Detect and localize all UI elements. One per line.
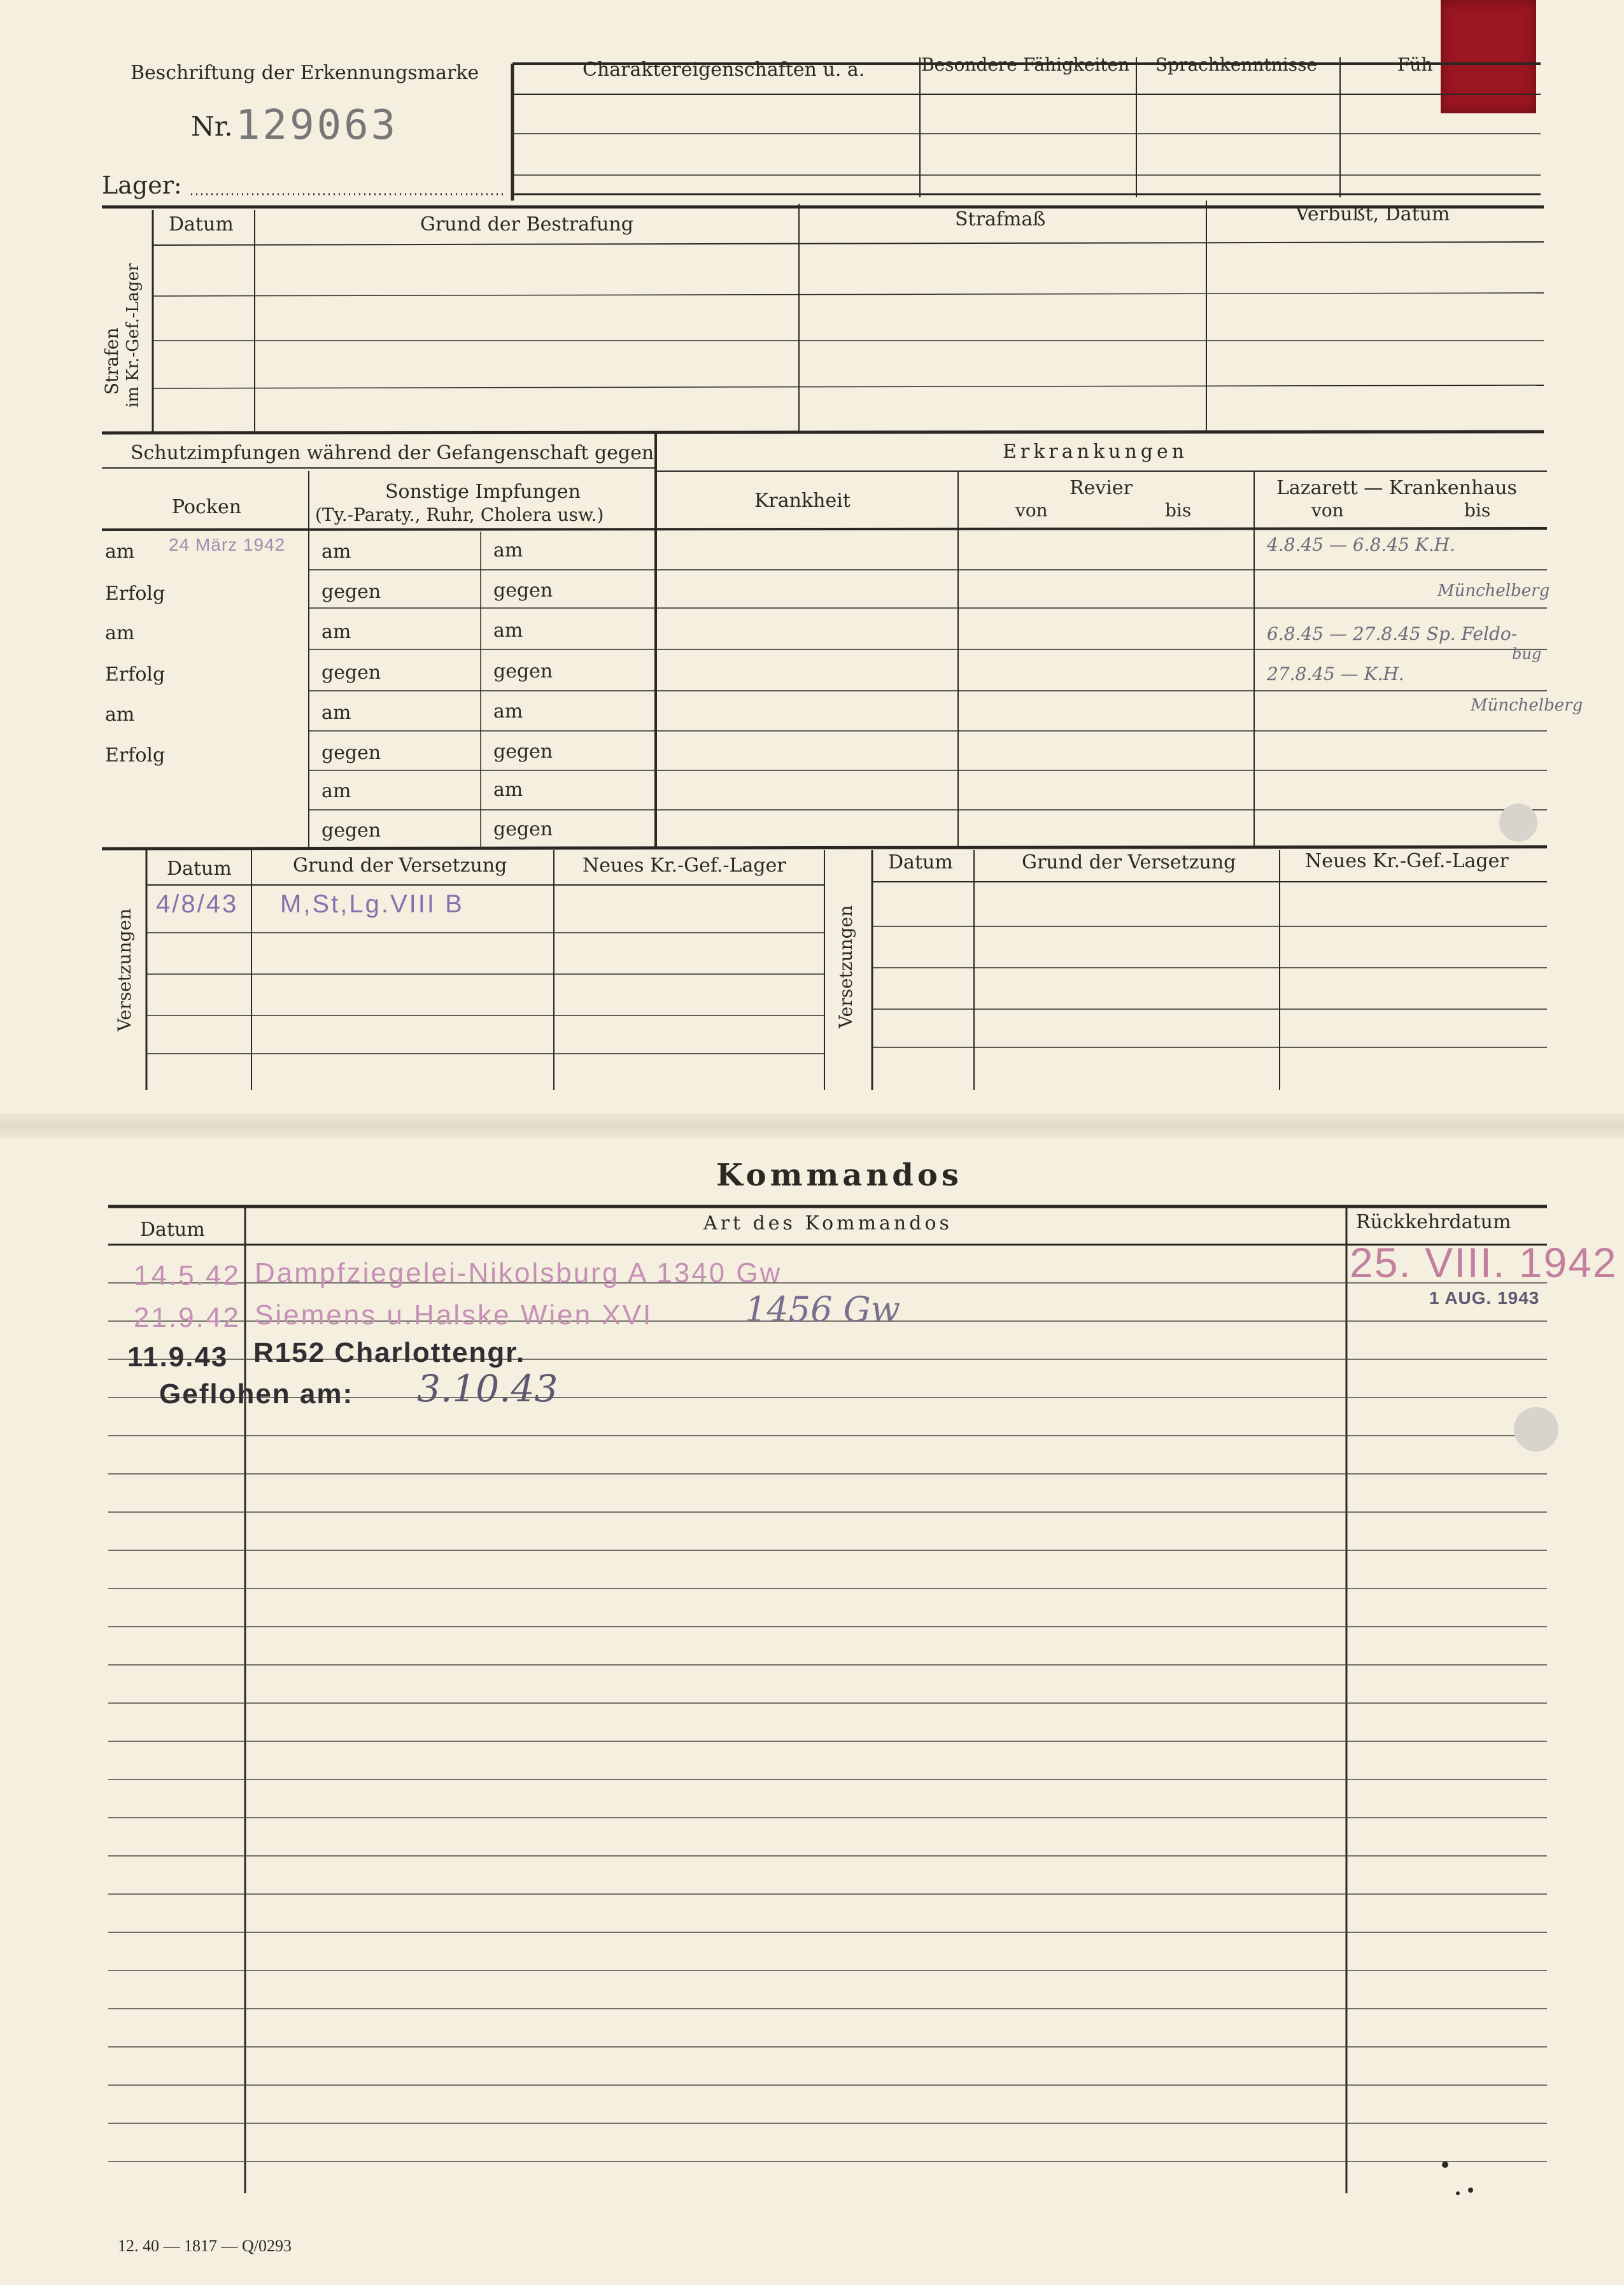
vacc-other-cell: gegen [321,742,381,764]
kommando-text: Geflohen am: [159,1378,354,1410]
vacc-other-cell: am [321,780,351,802]
col-languages: Sprachkenntnisse [1155,54,1318,75]
kommando-text: Siemens u.Halske Wien XVI [255,1299,653,1331]
nr-label: Nr. [191,111,233,142]
vacc-other-cell: gegen [493,740,553,763]
hospital-note: 4.8.45 — 6.8.45 K.H. [1267,534,1455,555]
transfer-col-camp-right: Neues Kr.-Gef.-Lager [1305,850,1509,872]
kommandos-title: Kommandos [716,1157,963,1193]
illness-col-illness: Krankheit [754,490,851,512]
col-cut: Füh [1397,54,1433,75]
punish-side-label-2: im Kr.-Gef.-Lager [124,263,143,407]
kommando-col-return: Rückkehrdatum [1356,1211,1511,1233]
col-abilities: Besondere Fähigkeiten [921,54,1130,75]
vacc-col-other-1: Sonstige Impfungen [385,481,581,503]
nr-value: 129063 [236,102,399,149]
vacc-col-other-2: (Ty.-Paraty., Ruhr, Cholera usw.) [315,504,604,525]
punch-hole-upper [1499,803,1537,842]
vacc-other-cell: gegen [321,819,381,842]
vacc-other-cell: am [493,539,523,562]
kommando-text: Dampfziegelei-Nikolsburg A 1340 Gw [255,1257,782,1289]
transfer-entry-date: 4/8/43 [156,890,239,918]
punish-col-measure: Strafmaß [955,208,1046,230]
hospital-note: Münchelberg [1437,581,1550,600]
col-character: Charaktereigenschaften u. a. [583,59,865,81]
vacc-left-row: am [105,622,135,644]
punch-hole-lower [1514,1407,1558,1452]
transfer-col-reason-right: Grund der Versetzung [1022,851,1236,874]
vacc-left-row: am [105,704,135,726]
kommando-hand: 1456 Gw [745,1289,900,1329]
vacc-other-cell: am [321,702,351,724]
transfer-side-label-right: Versetzungen [835,905,856,1028]
vacc-other-cell: gegen [493,818,553,840]
illness-col-revier-from: von [1015,500,1048,521]
print-code: 12. 40 — 1817 — Q/0293 [118,2237,292,2255]
kommando-col-type: Art des Kommandos [703,1212,952,1234]
transfer-col-date-right: Datum [888,851,953,874]
illness-col-revier-to: bis [1165,500,1192,521]
vacc-left-row: Erfolg [105,583,166,605]
transfer-side-label-left: Versetzungen [114,908,135,1031]
vacc-title: Schutzimpfungen während der Gefangenschaft gegen [131,442,654,464]
return-stamp-1943: 1 AUG. 1943 [1429,1288,1540,1308]
transfer-col-camp-left: Neues Kr.-Gef.-Lager [583,854,786,877]
tag-label: Beschriftung der Erkennungsmarke [131,62,479,84]
kommando-col-date: Datum [140,1219,205,1241]
vacc-other-cell: am [493,700,523,723]
vacc-other-cell: gegen [321,581,381,603]
hospital-note: Münchelberg [1471,696,1583,715]
camp-label: Lager: [102,171,182,199]
illness-col-hospital: Lazarett — Krankenhaus [1276,477,1517,499]
kommando-date: 11.9.43 [127,1341,229,1373]
vacc-left-row: Erfolg [105,663,166,686]
hospital-note: 27.8.45 — K.H. [1267,663,1404,684]
kommando-date: 21.9.42 [134,1302,241,1333]
vacc-other-cell: gegen [321,661,381,684]
punish-col-reason: Grund der Bestrafung [420,213,633,236]
illness-col-hospital-from: von [1311,500,1344,521]
vacc-other-cell: am [493,779,523,801]
illness-col-revier: Revier [1070,477,1133,499]
transfer-entry-reason: M,St,Lg.VIII B [280,890,464,918]
vacc-other-cell: gegen [493,660,553,683]
vacc-other-cell: gegen [493,579,553,602]
punish-col-date: Datum [169,213,234,236]
punish-side-label-1: Strafen [101,327,122,395]
hospital-note: bug [1512,645,1542,663]
kommando-date: 14.5.42 [134,1260,241,1291]
vacc-left-row: am [105,541,135,563]
vacc-other-cell: am [321,541,351,563]
punish-col-served: Verbüßt, Datum [1296,203,1450,225]
vacc-col-pox: Pocken [172,496,242,518]
transfer-col-date-left: Datum [167,858,232,880]
illness-title: Erkrankungen [1003,441,1189,463]
kommando-text: R152 Charlottengr. [253,1337,526,1368]
hospital-note: 6.8.45 — 27.8.45 Sp. Feldo- [1267,623,1518,644]
illness-col-hospital-to: bis [1464,500,1491,521]
return-stamp-1942: 25. VIII. 1942 [1350,1239,1618,1286]
pox-date-stamp: 24 März 1942 [169,535,286,555]
vacc-other-cell: am [493,619,523,642]
transfer-col-reason-left: Grund der Versetzung [293,854,507,877]
vacc-other-cell: am [321,621,351,643]
vacc-left-row: Erfolg [105,744,166,767]
kommando-hand: 3.10.43 [417,1367,558,1410]
